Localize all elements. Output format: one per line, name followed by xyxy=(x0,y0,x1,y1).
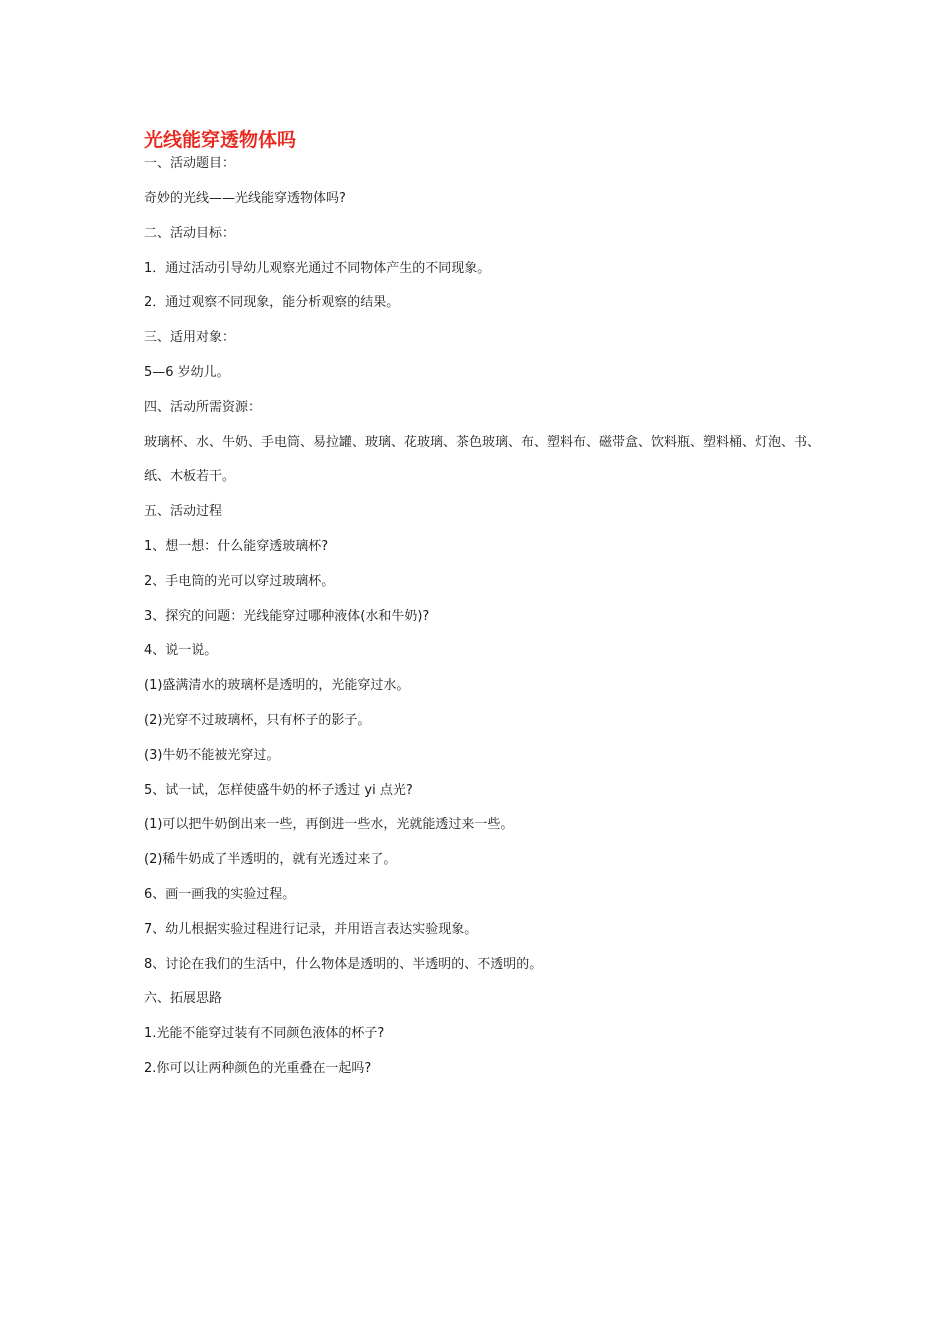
process-substep-4-1: (1)盛满清水的玻璃杯是透明的，光能穿过水。 xyxy=(144,678,410,694)
process-substep-4-3: (3)牛奶不能被光穿过。 xyxy=(144,747,280,763)
process-substep-4-2: (2)光穿不过玻璃杯，只有杯子的影子。 xyxy=(144,712,371,728)
section-heading-resources: 四、活动所需资源： xyxy=(144,399,262,415)
section-heading-goals: 二、活动目标： xyxy=(144,225,236,241)
process-step-5: 5、试一试，怎样使盛牛奶的杯子透过 yi 点光? xyxy=(144,782,413,798)
goal-item-2: 2．通过观察不同现象，能分析观察的结果。 xyxy=(144,295,400,311)
process-step-8: 8、讨论在我们的生活中，什么物体是透明的、半透明的、不透明的。 xyxy=(144,956,543,972)
process-step-7: 7、幼儿根据实验过程进行记录，并用语言表达实验现象。 xyxy=(144,921,478,937)
section-heading-extension: 六、拓展思路 xyxy=(144,991,223,1007)
process-step-2: 2、手电筒的光可以穿过玻璃杯。 xyxy=(144,573,335,589)
process-substep-5-1: (1)可以把牛奶倒出来一些，再倒进一些水，光就能透过来一些。 xyxy=(144,817,514,833)
section-heading-activity-topic: 一、活动题目： xyxy=(144,156,236,171)
process-step-3: 3、探究的问题：光线能穿过哪种液体(水和牛奶)? xyxy=(144,608,430,624)
extension-item-2: 2.你可以让两种颜色的光重叠在一起吗? xyxy=(144,1060,372,1076)
extension-item-1: 1.光能不能穿过装有不同颜色液体的杯子? xyxy=(144,1026,385,1042)
section-heading-process: 五、活动过程 xyxy=(144,504,223,520)
process-step-4: 4、说一说。 xyxy=(144,643,218,659)
process-step-1: 1、想一想：什么能穿透玻璃杯? xyxy=(144,538,329,554)
process-step-6: 6、画一画我的实验过程。 xyxy=(144,886,296,902)
goal-item-1: 1．通过活动引导幼儿观察光通过不同物体产生的不同现象。 xyxy=(144,260,491,276)
audience-text: 5—6 岁幼儿。 xyxy=(144,364,230,380)
process-substep-5-2: (2)稀牛奶成了半透明的，就有光透过来了。 xyxy=(144,852,397,868)
resources-text: 玻璃杯、水、牛奶、手电筒、易拉罐、玻璃、花玻璃、茶色玻璃、布、塑料布、磁带盒、饮料瓶、塑料桶、灯泡、书、纸、木板若干。 xyxy=(144,434,821,485)
document-page xyxy=(144,120,834,1087)
section-heading-audience: 三、适用对象： xyxy=(144,330,236,346)
activity-topic-text: 奇妙的光线——光线能穿透物体吗? xyxy=(144,191,346,206)
document-title: 光线能穿透物体吗 xyxy=(144,129,297,151)
